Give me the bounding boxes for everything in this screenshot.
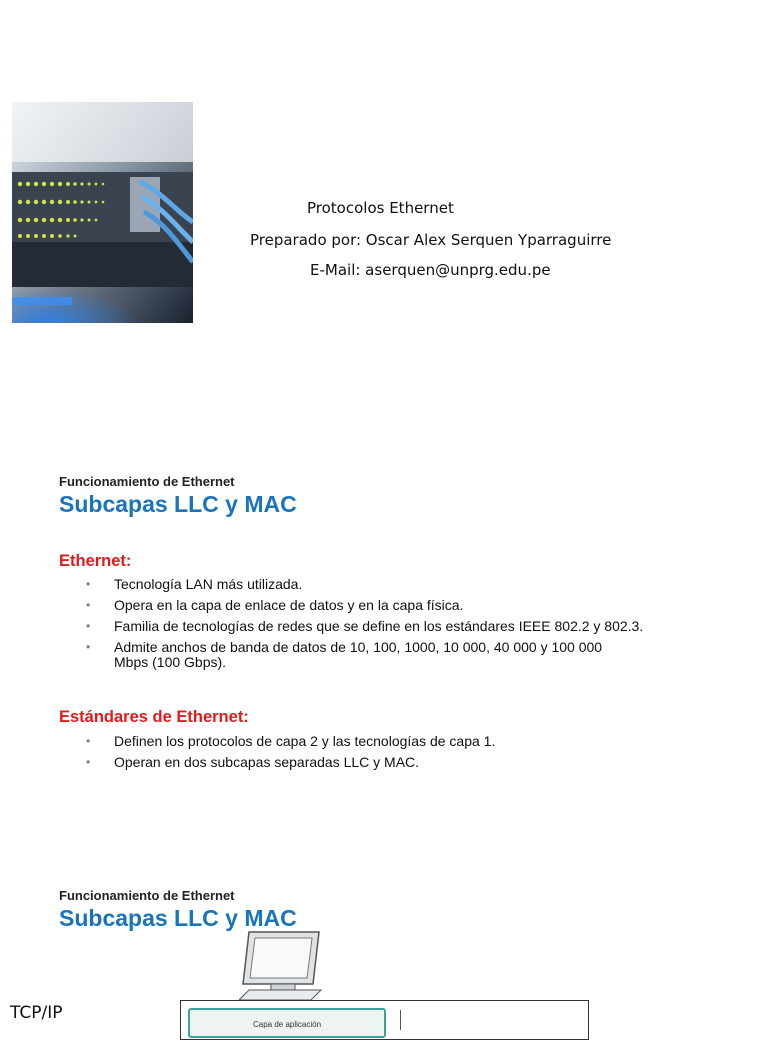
email-line: E-Mail: aserquen@unprg.edu.pe [310, 261, 551, 279]
computer-icon [239, 930, 329, 1007]
slide2-eyebrow: Funcionamiento de Ethernet [59, 474, 235, 489]
ethernet-heading: Ethernet: [59, 552, 132, 570]
list-item: • Definen los protocolos de capa 2 y las tecnologías de capa 1. [86, 733, 496, 749]
bullet-icon: • [86, 598, 91, 612]
ethernet-bullet-list [86, 577, 686, 676]
bullet-icon: • [86, 577, 91, 591]
presentation-title: Protocolos Ethernet [307, 199, 454, 217]
diagram-divider [400, 1010, 401, 1030]
application-layer-box: Capa de aplicación [188, 1008, 386, 1038]
slide2-title: Subcapas LLC y MAC [59, 491, 297, 517]
tcpip-label: TCP/IP [10, 1003, 63, 1023]
list-item: • Opera en la capa de enlace de datos y en la capa física. [86, 597, 464, 613]
slide3-title: Subcapas LLC y MAC [59, 905, 297, 931]
list-item: • Tecnología LAN más utilizada. [86, 576, 303, 592]
switch-photo [12, 102, 193, 323]
bullet-icon: • [86, 734, 91, 748]
standards-bullet-list [86, 734, 686, 776]
network-switch-image [12, 102, 193, 323]
author-line: Preparado por: Oscar Alex Serquen Yparraguirre [250, 231, 612, 249]
bullet-icon: • [86, 755, 91, 769]
list-item: • Operan en dos subcapas separadas LLC y MAC. [86, 754, 420, 770]
bullet-icon: • [86, 619, 91, 633]
slide3-eyebrow: Funcionamiento de Ethernet [59, 888, 235, 903]
list-item: • Familia de tecnologías de redes que se define en los estándares IEEE 802.2 y 802.3. [86, 618, 644, 634]
bullet-icon: • [86, 640, 91, 654]
list-item: • Admite anchos de banda de datos de 10, 100, 1000, 10 000, 40 000 y 100 000 Mbps (100 Gbps). [86, 639, 603, 670]
standards-heading: Estándares de Ethernet: [59, 708, 249, 726]
